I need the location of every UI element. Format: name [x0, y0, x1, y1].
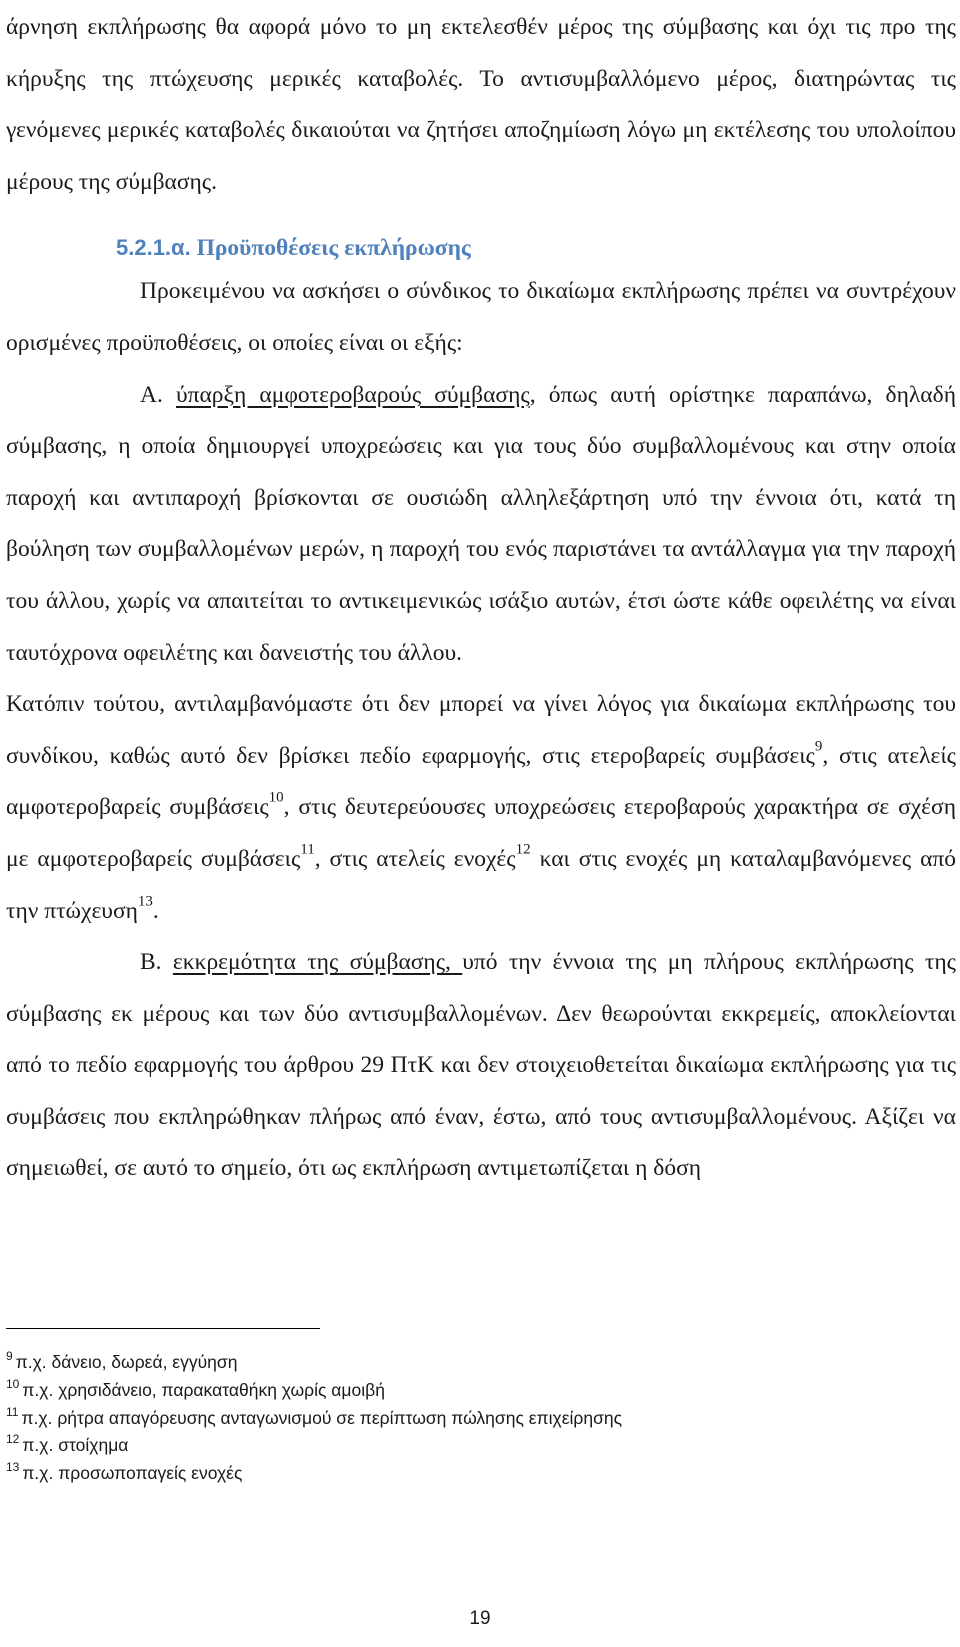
- exclusions-text-4: , στις ατελείς ενοχές: [314, 845, 516, 872]
- section-heading-title: Προϋποθέσεις εκπλήρωσης: [196, 235, 471, 262]
- footnote-separator: [6, 1328, 320, 1329]
- footnote-text: π.χ. χρησιδάνειο, παρακαταθήκη χωρίς αμοιβή: [22, 1379, 385, 1400]
- footnote-ref-12: 12: [515, 841, 531, 858]
- condition-a-term: ύπαρξη αμφοτεροβαρούς σύμβασης: [175, 381, 530, 408]
- footnote-text: π.χ. προσωποπαγείς ενοχές: [22, 1463, 243, 1484]
- footnote-number: 9: [6, 1349, 13, 1363]
- condition-b-label: Β.: [140, 949, 173, 976]
- condition-b-text: υπό την έννοια της μη πλήρους εκπλήρωσης της σύμβασης εκ μέρους και των δύο αντισυμβαλλομένων. Δεν θεωρούνται εκκρεμείς, αποκλείονται από το πεδίο εφαρμογής του άρθρου 29 ΠτΚ και δεν στοιχειοθετείται δικαίωμα εκπλήρωσης για τις συμβάσεις που εκπληρώθηκαν πλήρως από έναν, έστω, από τους αντισυμβαλλομένους. Αξίζει να σημειωθεί, σε αυτό το σημείο, ότι ως εκπλήρωση αντιμετωπίζεται η δόση: [6, 949, 956, 1182]
- footnote-ref-11: 11: [300, 841, 315, 858]
- footnote-number: 10: [6, 1376, 20, 1391]
- footnote-number: 11: [6, 1404, 19, 1419]
- exclusions-text-3: , στις δευτερεύουσες υποχρεώσεις ετεροβαρούς χαρακτήρα σε σχέση με αμφοτεροβαρείς συμβάσεις: [6, 794, 956, 872]
- footnote: [6, 1426, 946, 1454]
- paragraph-condition-a: [6, 370, 956, 680]
- exclusions-text-5: και στις ενοχές μη καταλαμβανόμενες από την πτώχευση: [6, 845, 956, 924]
- paragraph-intro: Προκειμένου να ασκήσει ο σύνδικος το δικαίωμα εκπλήρωσης πρέπει να συντρέχουν ορισμένες προϋποθέσεις, οι οποίες είναι οι εξής:: [6, 278, 956, 356]
- footnote-text: π.χ. στοίχημα: [22, 1435, 129, 1456]
- paragraph-exclusions: [6, 679, 956, 937]
- footnote: [6, 1399, 946, 1427]
- footnote-number: 13: [6, 1460, 20, 1475]
- body-text: [6, 2, 956, 1195]
- footnote: [6, 1343, 946, 1371]
- footnote: [6, 1454, 946, 1482]
- section-heading: [6, 222, 956, 266]
- footnotes: [6, 1343, 946, 1482]
- footnote-ref-13: 13: [137, 892, 153, 909]
- exclusions-text-2: , στις ατελείς αμφοτεροβαρείς συμβάσεις: [6, 742, 956, 821]
- condition-a-text: , όπως αυτή ορίστηκε παραπάνω, δηλαδή σύμβασης, η οποία δημιουργεί υποχρεώσεις και για τους δύο συμβαλλομένους και στην οποία παροχή και αντιπαροχή βρίσκονται σε ουσιώδη αλληλεξάρτηση υπό την έννοια ότι, κατά τη βούληση των συμβαλλομένων μερών, η παροχή του ενός παριστάνει τα αντάλλαγμα για την παροχή του άλλου, χωρίς να απαιτείται το αντικειμενικώς ισάξιο αυτών, έτσι ώστε κάθε οφειλέτης να είναι ταυτόχρονα οφειλέτης και δανειστής του άλλου.: [6, 381, 956, 666]
- exclusions-text-6: .: [152, 897, 159, 924]
- footnote-ref-9: 9: [814, 737, 823, 754]
- section-heading-number: 5.2.1.α.: [116, 235, 191, 261]
- footnote-text: π.χ. ρήτρα απαγόρευσης ανταγωνισμού σε περίπτωση πώλησης επιχείρησης: [21, 1407, 623, 1428]
- condition-b-term: εκκρεμότητα της σύμβασης,: [172, 949, 463, 976]
- footnote-text: π.χ. δάνειο, δωρεά, εγγύηση: [15, 1352, 238, 1372]
- footnote: [6, 1371, 946, 1399]
- paragraph-condition-b: [6, 937, 956, 1195]
- footnote-number: 12: [6, 1432, 20, 1447]
- paragraph-continuation: άρνηση εκπλήρωσης θα αφορά μόνο το μη εκτελεσθέν μέρος της σύμβασης και όχι τις προ της κήρυξης της πτώχευσης μερικές καταβολές. Το αντισυμβαλλόμενο μέρος, διατηρώντας τις γενόμενες μερικές καταβολές δικαιούται να ζητήσει αποζημίωση λόγω μη εκτέλεσης του υπολοίπου μέρους της σύμβασης.: [6, 14, 956, 195]
- footnote-ref-10: 10: [268, 789, 284, 806]
- page-number: 19: [469, 1608, 491, 1629]
- exclusions-text-1: Κατόπιν τούτου, αντιλαμβανόμαστε ότι δεν μπορεί να γίνει λόγος για δικαίωμα εκπλήρωσης του συνδίκου, καθώς αυτό δεν βρίσκει πεδίο εφαρμογής, στις ετεροβαρείς συμβάσεις: [6, 691, 956, 769]
- condition-a-label: Α.: [140, 381, 176, 408]
